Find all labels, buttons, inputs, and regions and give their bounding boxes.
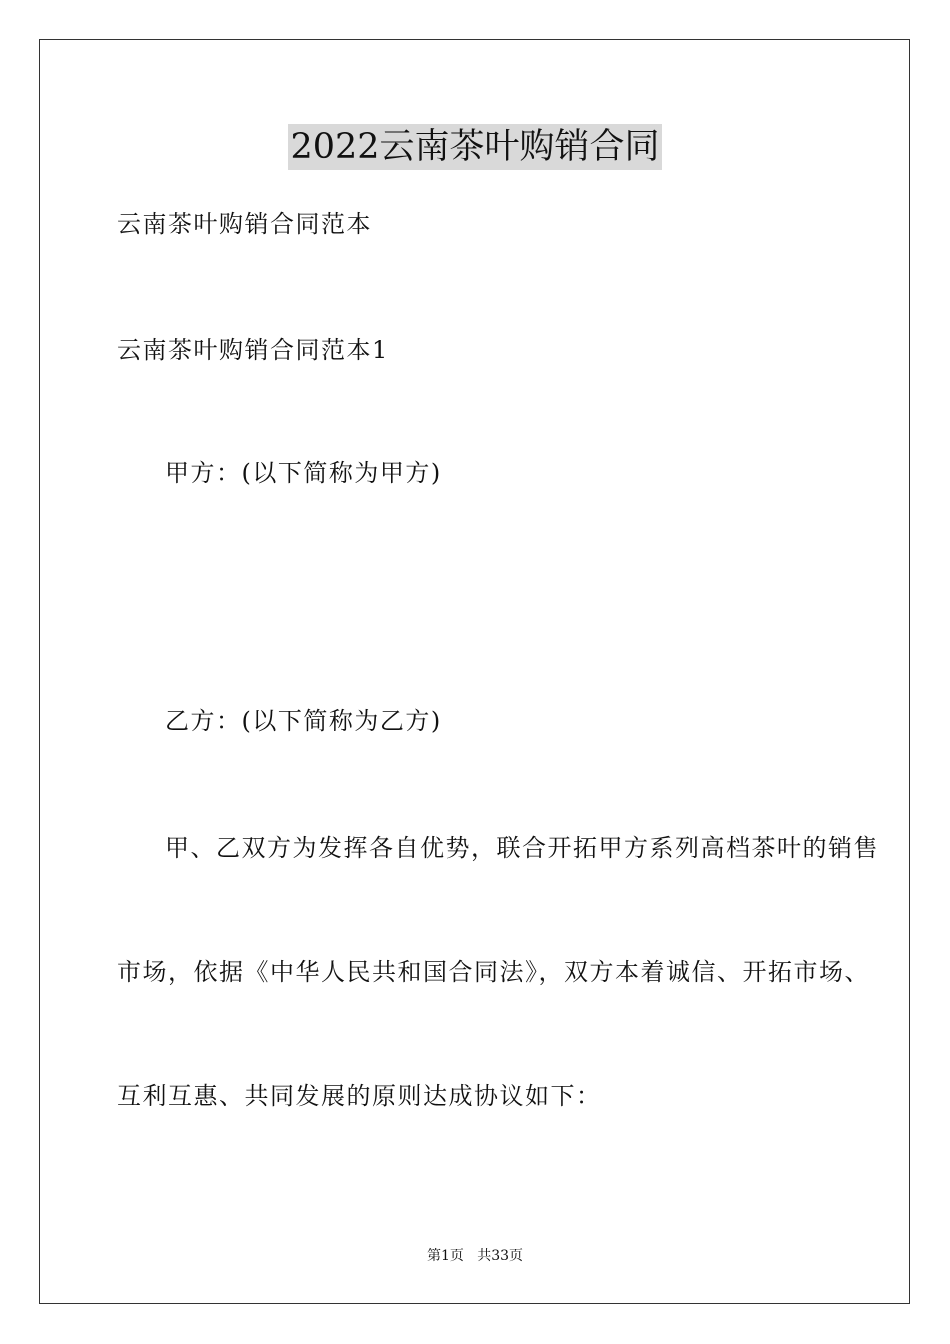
document-title: 2022云南茶叶购销合同 <box>288 124 661 170</box>
subtitle-line: 云南茶叶购销合同范本 <box>117 210 372 238</box>
title-container <box>0 124 950 170</box>
body-paragraph-line-3: 互利互惠、共同发展的原则达成协议如下： <box>117 1082 602 1110</box>
party-b-line: 乙方：(以下简称为乙方) <box>165 707 442 735</box>
party-a-line: 甲方：(以下简称为甲方) <box>165 459 442 487</box>
section-heading: 云南茶叶购销合同范本1 <box>117 336 389 364</box>
page-footer: 第1页 共33页 <box>426 1248 524 1264</box>
body-paragraph-line-2: 市场，依据《中华人民共和国合同法》，双方本着诚信、开拓市场、 <box>117 958 870 986</box>
body-paragraph-line-1: 甲、乙双方为发挥各自优势，联合开拓甲方系列高档茶叶的销售 <box>165 834 879 862</box>
